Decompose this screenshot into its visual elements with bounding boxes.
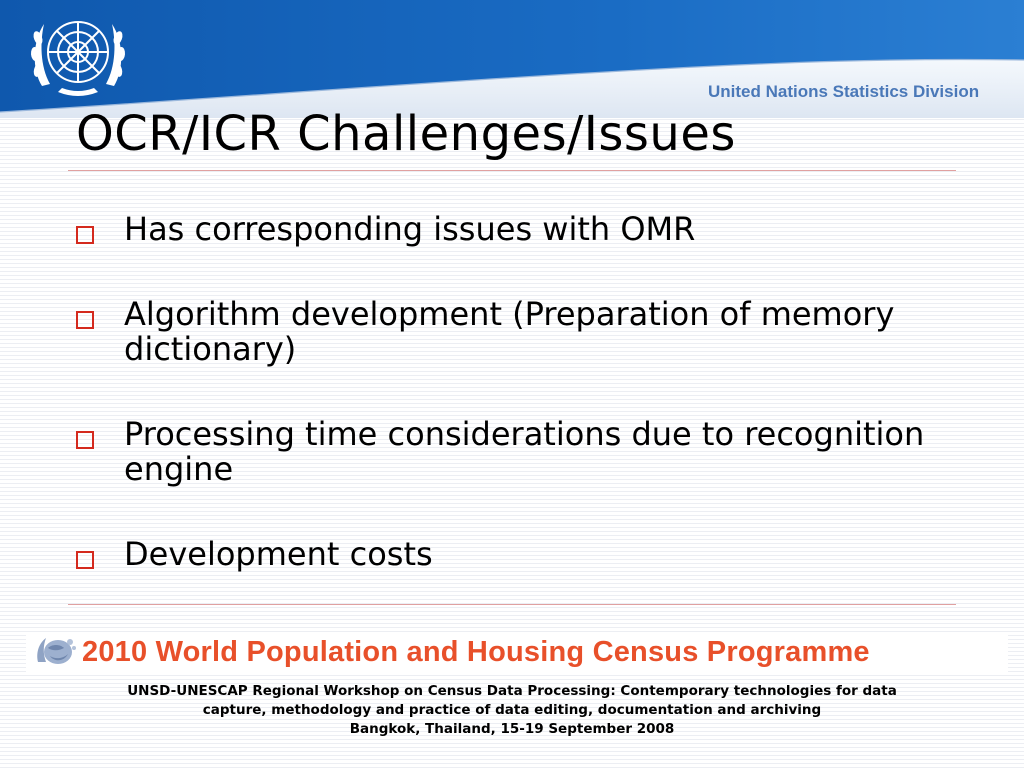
bullet-item — [72, 537, 932, 572]
bullet-item — [72, 417, 932, 487]
square-bullet-icon — [76, 226, 94, 244]
footer-line: UNSD-UNESCAP Regional Workshop on Census Data Processing: Contemporary technologies for data — [127, 683, 897, 699]
slide-title: OCR/ICR Challenges/Issues — [76, 106, 736, 162]
bullet-text: Development costs — [124, 535, 433, 573]
content-divider — [68, 604, 956, 605]
square-bullet-icon — [76, 551, 94, 569]
bullet-list — [72, 212, 932, 572]
title-divider — [68, 170, 956, 171]
census-banner — [26, 632, 1008, 674]
footer-line: capture, methodology and practice of data editing, documentation and archiving — [202, 702, 822, 718]
square-bullet-icon — [76, 311, 94, 329]
census-programme-title: 2010 World Population and Housing Census Programme — [82, 636, 870, 668]
bullet-text: Has corresponding issues with OMR — [124, 210, 696, 248]
bullet-text: Algorithm development (Preparation of memory dictionary) — [124, 295, 895, 368]
organization-name: United Nations Statistics Division — [708, 82, 980, 101]
square-bullet-icon — [76, 431, 94, 449]
un-emblem-icon — [22, 8, 134, 104]
bullet-item — [72, 297, 932, 367]
header-band — [0, 0, 1024, 118]
census-programme-logo-icon — [34, 634, 78, 670]
bullet-item — [72, 212, 932, 247]
bullet-text: Processing time considerations due to recognition engine — [124, 415, 925, 488]
footer — [0, 682, 1024, 739]
footer-line: Bangkok, Thailand, 15-19 September 2008 — [349, 721, 675, 737]
